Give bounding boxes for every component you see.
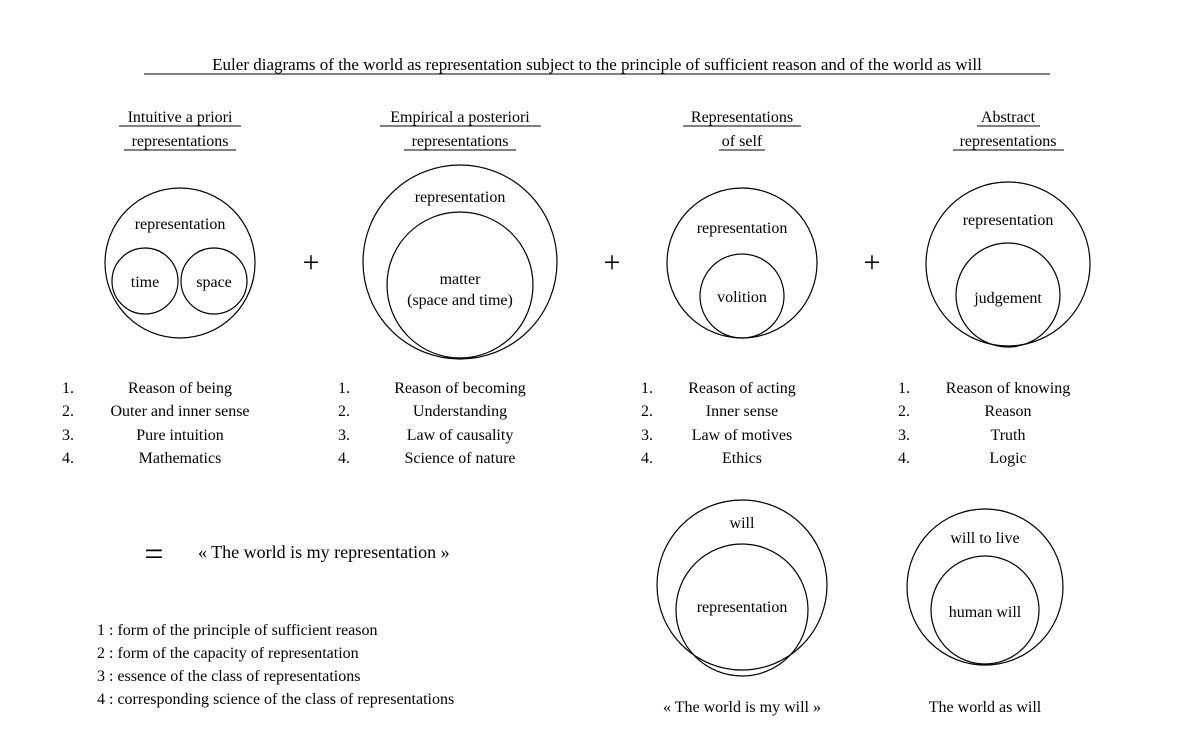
- column-heading-line2: representations: [959, 133, 1057, 150]
- list-item: Reason of being: [128, 380, 232, 397]
- column-empirical-a-posteriori: [338, 109, 557, 467]
- key-line: 1 : form of the principle of sufficient reason: [97, 622, 378, 639]
- list-item: Outer and inner sense: [110, 403, 250, 420]
- plus-symbol: +: [603, 246, 621, 279]
- list-number: 2.: [62, 403, 74, 420]
- outer-circle-representation: [105, 188, 255, 338]
- column-heading-line1: Intuitive a priori: [127, 109, 233, 126]
- list-item: Science of nature: [404, 450, 516, 467]
- inner-label-judgement: judgement: [974, 290, 1042, 307]
- list-number: 1.: [898, 380, 910, 397]
- outer-label-will-to-live: will to live: [950, 530, 1020, 547]
- list-item: Law of causality: [406, 427, 514, 444]
- will-diagram-world-is-my-will: [657, 500, 827, 716]
- list-number: 4.: [338, 450, 350, 467]
- list-item: Truth: [990, 427, 1026, 444]
- list-number: 4.: [62, 450, 74, 467]
- outer-label: representation: [962, 212, 1054, 229]
- outer-label-will: will: [729, 515, 755, 532]
- key-line: 4 : corresponding science of the class of representations: [97, 691, 455, 708]
- list-number: 4.: [898, 450, 910, 467]
- list-number: 3.: [338, 427, 350, 444]
- list-number: 1.: [641, 380, 653, 397]
- list-item: Reason of acting: [688, 380, 796, 397]
- column-heading-line1: Abstract: [980, 109, 1036, 126]
- list-number: 3.: [641, 427, 653, 444]
- column-abstract-representations: [898, 109, 1090, 467]
- column-representations-of-self: [641, 109, 817, 467]
- outer-label: representation: [696, 220, 788, 237]
- list-item: Reason: [984, 403, 1032, 420]
- column-intuitive-a-priori: [62, 109, 255, 467]
- numbering-key: [97, 622, 454, 708]
- column-heading-line2: of self: [721, 133, 763, 150]
- key-line: 2 : form of the capacity of representation: [97, 645, 359, 662]
- list-item: Logic: [989, 450, 1027, 467]
- outer-circle-representation: [926, 182, 1090, 346]
- list-number: 2.: [338, 403, 350, 420]
- list-item: Reason of becoming: [394, 380, 526, 397]
- inner-label-space-and-time: (space and time): [407, 292, 513, 309]
- list-item: Mathematics: [138, 450, 222, 467]
- list-number: 2.: [898, 403, 910, 420]
- column-heading-line1: Empirical a posteriori: [390, 109, 530, 126]
- will-caption: The world as will: [928, 699, 1042, 716]
- outer-label: representation: [414, 189, 506, 206]
- list-number: 4.: [641, 450, 653, 467]
- list-item: Understanding: [412, 403, 508, 420]
- list-number: 3.: [62, 427, 74, 444]
- result-statement: « The world is my representation »: [198, 542, 450, 562]
- equals-symbol: =: [144, 536, 164, 573]
- inner-label-representation: representation: [696, 599, 788, 616]
- outer-label: representation: [134, 216, 226, 233]
- will-diagram-world-as-will: [907, 509, 1063, 716]
- list-item: Reason of knowing: [945, 380, 1071, 397]
- inner-label-human-will: human will: [948, 604, 1022, 621]
- list-item: Ethics: [722, 450, 762, 467]
- column-heading-line2: representations: [131, 133, 229, 150]
- list-item: Inner sense: [705, 403, 779, 420]
- inner-label-time: time: [130, 274, 160, 291]
- outer-circle-representation: [667, 188, 817, 338]
- will-caption: « The world is my will »: [663, 699, 821, 716]
- plus-symbol: +: [302, 246, 320, 279]
- inner-label-matter: matter: [439, 271, 481, 288]
- list-number: 2.: [641, 403, 653, 420]
- list-item: Pure intuition: [136, 427, 224, 444]
- plus-symbol: +: [863, 246, 881, 279]
- inner-label-volition: volition: [717, 289, 767, 306]
- list-number: 1.: [338, 380, 350, 397]
- column-heading-line2: representations: [411, 133, 509, 150]
- inner-label-space: space: [196, 274, 232, 291]
- figure-title: Euler diagrams of the world as representation subject to the principle of sufficient reason and of the world as will: [212, 55, 982, 74]
- list-number: 1.: [62, 380, 74, 397]
- list-item: Law of motives: [691, 427, 793, 444]
- key-line: 3 : essence of the class of representations: [97, 668, 361, 685]
- list-number: 3.: [898, 427, 910, 444]
- column-heading-line1: Representations: [690, 109, 794, 126]
